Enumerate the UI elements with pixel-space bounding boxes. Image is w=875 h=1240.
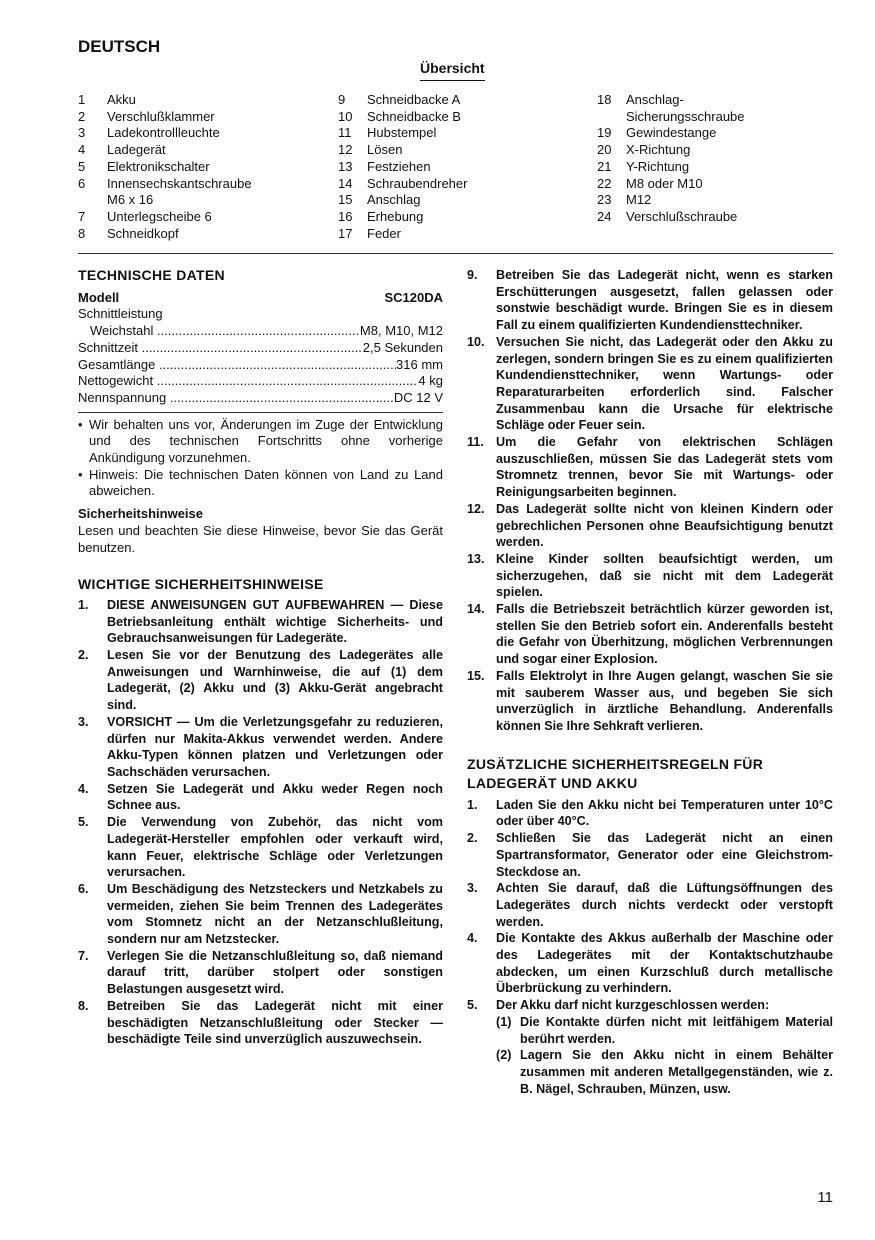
part-number: 11 <box>338 125 352 141</box>
part-number: 23 <box>597 192 612 208</box>
part-number: 22 <box>597 175 612 191</box>
additional-sublist <box>467 1014 833 1098</box>
spec-row <box>78 340 443 357</box>
right-column <box>467 267 833 1097</box>
part-name: Y-Richtung <box>626 158 690 174</box>
part-name: Akku <box>107 92 136 107</box>
part-number: 13 <box>338 158 353 174</box>
part-number: 16 <box>338 208 353 224</box>
item-number: 15. <box>467 668 485 683</box>
item-number: 5. <box>467 998 478 1013</box>
safety-text: Lesen und beachten Sie diese Hinweise, bevor Sie das Gerät benutzen. <box>78 522 443 555</box>
safety-instruction <box>467 267 833 334</box>
part-number: 12 <box>338 142 353 158</box>
parts-list-item <box>338 109 467 126</box>
subitem-text: Die Kontakte dürfen nicht mit leitfähigem Material berührt werden. <box>520 1014 833 1046</box>
part-name: Ladekontrollleuchte <box>107 125 220 141</box>
part-name: Gewindestange <box>626 125 717 141</box>
part-name: Elektronikschalter <box>107 158 210 174</box>
item-text: Falls Elektrolyt in Ihre Augen gelangt, waschen Sie sie mit sauberem Wasser aus, und begeben Sie sich unverzüglich in ärztliche Behandlung. Anderenfalls können Sie Ihre Sehkraft verlieren. <box>496 668 833 733</box>
parts-list-item <box>78 192 252 209</box>
safety-instruction <box>467 668 833 735</box>
part-number: 7 <box>78 208 86 224</box>
subitem-text: Lagern Sie den Akku nicht in einem Behälter zusammen mit anderen Metallgegenständen, wie z. B. Nägel, Schrauben, Münzen, usw. <box>520 1048 833 1096</box>
item-number: 6. <box>78 881 89 896</box>
part-number: 9 <box>338 92 346 107</box>
item-number: 1. <box>467 797 478 812</box>
notes <box>78 417 443 501</box>
item-number: 4. <box>78 781 89 796</box>
additional-rule <box>467 830 833 880</box>
item-text: Lesen Sie vor der Benutzung des Ladegerätes alle Anweisungen und Warnhinweise, die auf (1) dem Ladegerät, (2) Akku und (3) Akku-Gerät angebracht sind. <box>107 648 443 713</box>
bullet-icon: • <box>78 416 83 432</box>
part-number: 18 <box>597 92 612 107</box>
item-number: 3. <box>467 881 478 896</box>
parts-list-item <box>78 109 252 126</box>
bullet-icon: • <box>78 466 83 482</box>
part-name: Sicherungsschraube <box>626 108 745 124</box>
part-number: 4 <box>78 142 86 158</box>
divider <box>78 253 833 254</box>
safety-instruction <box>78 647 443 714</box>
spec-row <box>78 357 443 374</box>
item-text: DIESE ANWEISUNGEN GUT AUFBEWAHREN — Diese Betriebsanleitung enthält wichtige Sicherheits- und Gebrauchsanweisungen für Ladegeräte. <box>107 597 443 646</box>
parts-list-col-1 <box>78 92 252 242</box>
item-number: 3. <box>78 714 89 729</box>
item-number: 13. <box>467 551 485 566</box>
parts-list-item <box>338 92 467 109</box>
spec-label: Schnittzeit ..... <box>78 340 363 357</box>
important-list-left <box>78 597 443 1048</box>
spec-value: 2,5 Sekunden <box>362 339 443 355</box>
parts-list-item <box>338 142 467 159</box>
safety-instruction <box>78 714 443 781</box>
item-number: 10. <box>467 334 485 349</box>
part-number <box>597 109 626 126</box>
safety-instruction <box>467 434 833 501</box>
part-name: Anschlag- <box>626 92 684 107</box>
part-name: Verschlußschraube <box>626 208 738 224</box>
part-number: 1 <box>78 92 86 107</box>
parts-list-item <box>597 176 745 193</box>
parts-list-item <box>78 226 252 243</box>
item-text: Laden Sie den Akku nicht bei Temperaturen unter 10°C oder über 40°C. <box>496 797 833 829</box>
subitem-number: (2) <box>496 1048 512 1063</box>
parts-list-item <box>78 209 252 226</box>
language-heading: DEUTSCH <box>78 37 161 56</box>
item-number: 4. <box>467 931 478 946</box>
safety-instruction <box>78 597 443 647</box>
item-number: 8. <box>78 998 89 1013</box>
parts-list-item <box>597 125 745 142</box>
additional-rule <box>467 997 833 1014</box>
item-text: Kleine Kinder sollten beaufsichtigt werden, um sicherzugehen, daß sie nicht mit dem Ladegerät spielen. <box>496 551 833 600</box>
part-number: 24 <box>597 208 612 224</box>
spec-value: 4 kg <box>418 373 443 389</box>
part-name: M12 <box>626 192 652 208</box>
additional-list <box>467 797 833 1014</box>
part-number: 3 <box>78 125 86 141</box>
part-name: Ladegerät <box>107 142 166 158</box>
spec-value: 316 mm <box>396 356 443 372</box>
item-text: Um die Gefahr von elektrischen Schlägen auszuschließen, müssen Sie das Ladegerät stets vom Stromnetz trennen, bevor Sie mit Wartungs- oder Reinigungsarbeiten beginnen. <box>496 435 833 500</box>
item-number: 9. <box>467 268 478 282</box>
item-text: Achten Sie darauf, daß die Lüftungsöffnungen des Ladegerätes durch nichts verdeckt oder verstopft werden. <box>496 881 833 929</box>
safety-instruction <box>467 334 833 434</box>
additional-rule <box>467 930 833 997</box>
spec-label: Weichstahl ..... <box>90 323 360 340</box>
additional-subrule <box>467 1014 833 1047</box>
item-number: 5. <box>78 815 89 830</box>
part-name: Schneidkopf <box>107 225 179 241</box>
additional-rule <box>467 880 833 930</box>
model-label: Modell <box>78 289 120 305</box>
parts-list-item <box>78 92 252 109</box>
part-number: 10 <box>338 108 353 124</box>
model-value: SC120DA <box>384 289 443 305</box>
spec-label: Nennspannung ..... <box>78 390 394 407</box>
part-name: Verschlußklammer <box>107 108 215 124</box>
part-name: Erhebung <box>367 208 424 224</box>
item-number: 2. <box>78 648 89 663</box>
parts-list-item <box>338 192 467 209</box>
safety-instruction <box>78 998 443 1048</box>
note-text: Wir behalten uns vor, Änderungen im Zuge der Entwicklung und des technischen Fortschritts ohne vorherige Ankündigung vorzunehmen. <box>89 416 443 466</box>
item-text: VORSICHT — Um die Verletzungsgefahr zu reduzieren, dürfen nur Makita-Akkus verwendet werden. Andere Akku-Typen können platzen und Verletzungen oder Sachschäden verursachen. <box>107 714 443 779</box>
left-column <box>78 267 443 1048</box>
spec-table <box>78 323 443 407</box>
part-number: 14 <box>338 175 353 191</box>
item-text: Verlegen Sie die Netzanschlußleitung so, daß niemand darauf tritt, darüber stolpert oder sonstigen Belastungen ausgesetzt wird. <box>107 948 443 997</box>
parts-list-col-2 <box>338 92 467 242</box>
spec-label: Nettogewicht ..... <box>78 373 418 390</box>
parts-list-item <box>597 192 745 209</box>
additional-title: ZUSÄTZLICHE SICHERHEITSREGELN FÜR LADEGERÄT UND AKKU <box>467 755 764 791</box>
safety-instruction <box>78 881 443 948</box>
item-text: Der Akku darf nicht kurzgeschlossen werden: <box>496 998 770 1013</box>
item-number: 11. <box>467 435 484 450</box>
additional-subrule <box>467 1047 833 1097</box>
safety-instruction <box>78 814 443 881</box>
safety-instruction <box>467 601 833 668</box>
spec-value: DC 12 V <box>393 389 443 405</box>
parts-list-item <box>338 226 467 243</box>
part-name: M8 oder M10 <box>626 175 703 191</box>
parts-list-item <box>78 142 252 159</box>
item-text: Betreiben Sie das Ladegerät nicht mit einer beschädigten Netzanschlußleitung oder Stecker — beschädigte Teile sind unverzüglich auszuwechsein. <box>107 998 443 1047</box>
parts-list-item <box>78 159 252 176</box>
note-text: Hinweis: Die technischen Daten können von Land zu Land abweichen. <box>89 466 443 499</box>
safety-instruction <box>467 551 833 601</box>
item-number: 2. <box>467 831 478 846</box>
part-number: 15 <box>338 192 353 208</box>
safety-instruction <box>78 948 443 998</box>
subitem-number: (1) <box>496 1014 512 1029</box>
part-name: Feder <box>367 225 401 241</box>
part-number: 21 <box>597 158 612 174</box>
part-number: 2 <box>78 108 86 124</box>
parts-list-item <box>597 142 745 159</box>
additional-rule <box>467 797 833 830</box>
parts-list-item <box>338 176 467 193</box>
note-item <box>78 417 443 467</box>
spec-row <box>78 373 443 390</box>
important-list-right <box>467 267 833 735</box>
parts-list-item <box>597 159 745 176</box>
item-number: 12. <box>467 501 485 516</box>
part-name: Unterlegscheibe 6 <box>107 208 212 224</box>
part-name: Anschlag <box>367 192 421 208</box>
parts-list-item <box>338 159 467 176</box>
part-number: 17 <box>338 225 353 241</box>
overview-title: Übersicht <box>420 60 485 81</box>
parts-list-item <box>597 209 745 226</box>
spec-row <box>78 323 443 340</box>
part-name: Schneidbacke B <box>367 108 461 124</box>
spec-label: Gesamtlänge ..... <box>78 357 396 374</box>
item-text: Das Ladegerät sollte nicht von kleinen Kindern oder gebrechlichen Personen ohne Beaufsichtigung benutzt werden. <box>496 501 833 550</box>
item-number: 7. <box>78 948 89 963</box>
note-item <box>78 467 443 500</box>
parts-list-item <box>78 125 252 142</box>
item-text: Versuchen Sie nicht, das Ladegerät oder den Akku zu zerlegen, sondern bringen Sie es zu einem qualifizierten Kundendiensttechniker, wenn Wartungs- oder Reparaturarbeiten erforderlich sind. Falscher Zusammenbau kann die Ursache für elektrische Schläge oder Feuer sein. <box>496 334 833 433</box>
safety-instruction <box>78 781 443 814</box>
important-title: WICHTIGE SICHERHEITSHINWEISE <box>78 576 324 593</box>
item-text: Die Kontakte des Akkus außerhalb der Maschine oder des Ladegerätes mit der Kontaktschutzhaube abdecken, um einen Kurzschluß durch metallische Überbrückung zu verhindern. <box>496 931 833 996</box>
capacity-label: Schnittleistung <box>78 306 163 322</box>
safety-title: Sicherheitshinweise <box>78 506 203 522</box>
item-text: Betreiben Sie das Ladegerät nicht, wenn es starken Erschütterungen ausgesetzt, fallen gelassen oder sonstwie beschädigt wurde. Bringen Sie es in diesem Fall zu einem qualifizierten Kundendiensttechniker. <box>496 268 833 333</box>
part-name: Schraubendreher <box>367 175 468 191</box>
part-name: X-Richtung <box>626 142 691 158</box>
parts-list-item <box>597 109 745 126</box>
item-text: Setzen Sie Ladegerät und Akku weder Regen noch Schnee aus. <box>107 781 443 813</box>
item-text: Schließen Sie das Ladegerät nicht an einen Spartransformator, Generator oder eine Gleichstrom-Steckdose an. <box>496 831 833 879</box>
tech-data-title: TECHNISCHE DATEN <box>78 267 225 283</box>
page-number: 11 <box>817 1189 833 1206</box>
part-name: Innensechskantschraube <box>107 175 252 191</box>
item-number: 1. <box>78 597 89 612</box>
item-text: Die Verwendung von Zubehör, das nicht vom Ladegerät-Hersteller empfohlen oder verkauft wird, kann Feuer, elektrische Schläge oder Verletzungen verursachen. <box>107 815 443 880</box>
item-text: Falls die Betriebszeit beträchtlich kürzer geworden ist, stellen Sie den Betrieb sofort ein. Anderenfalls besteht die Gefahr von Überhitzung, möglichen Verbrennungen und sogar einer Explosion. <box>496 602 833 667</box>
part-name: Festziehen <box>367 158 431 174</box>
spec-value: M8, M10, M12 <box>359 323 443 339</box>
parts-list-item <box>78 176 252 193</box>
spec-row <box>78 390 443 407</box>
item-text: Um Beschädigung des Netzsteckers und Netzkabels zu vermeiden, ziehen Sie beim Trennen des Ladegerätes vom Stomnetz nicht an der Netzanschlußleitung, sondern nur am Netzstecker. <box>107 881 443 947</box>
part-name: M6 x 16 <box>107 192 154 208</box>
part-name: Hubstempel <box>367 125 437 141</box>
parts-list-item <box>338 209 467 226</box>
part-name: Lösen <box>367 142 403 158</box>
part-number: 20 <box>597 142 612 158</box>
part-name: Schneidbacke A <box>367 92 461 107</box>
part-number: 5 <box>78 158 86 174</box>
part-number: 8 <box>78 225 86 241</box>
parts-list-col-3 <box>597 92 745 226</box>
part-number: 19 <box>597 125 612 141</box>
safety-instruction <box>467 501 833 551</box>
parts-list-item <box>338 125 467 142</box>
parts-list-item <box>597 92 745 109</box>
part-number: 6 <box>78 175 86 191</box>
part-number <box>78 192 107 209</box>
item-number: 14. <box>467 602 485 617</box>
